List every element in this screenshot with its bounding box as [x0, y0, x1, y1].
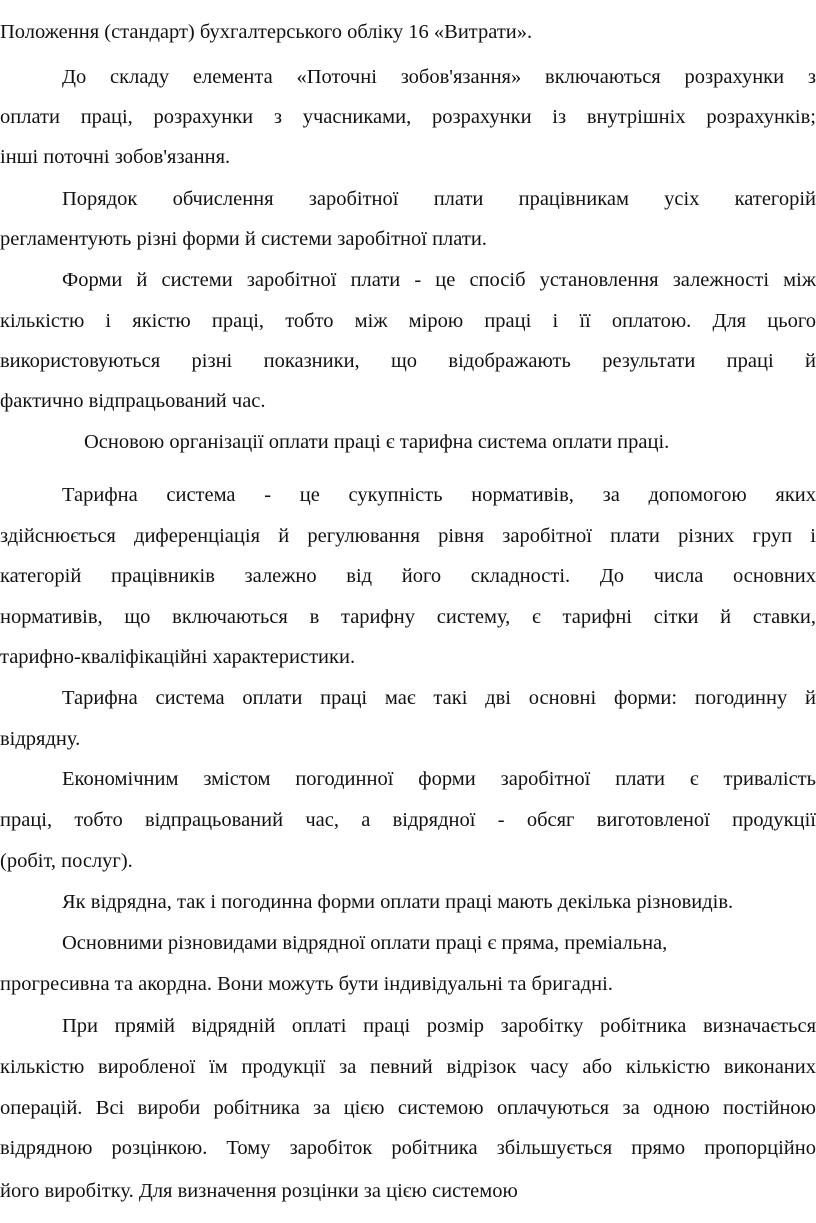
paragraph-line: тарифно-кваліфікаційні характеристики. [0, 646, 356, 668]
paragraph-line: відрядну. [0, 728, 81, 750]
paragraph-line: здійснюється диференціація й регулювання рівня заробітної плати різних груп і [0, 525, 816, 547]
paragraph-line: нормативів, що включаються в тарифну систему, є тарифні сітки й ставки, [0, 606, 816, 628]
paragraph-line: операцій. Всі вироби робітника за цією системою оплачуються за одною постійною [0, 1097, 816, 1119]
paragraph-line: інші поточні зобов'язання. [0, 146, 231, 168]
paragraph-line: Тарифна система - це сукупність нормативів, за допомогою яких [62, 484, 816, 506]
paragraph-line: кількістю виробленої їм продукції за певний відрізок часу або кількістю виконаних [0, 1056, 816, 1078]
paragraph-line: Основою організації оплати праці є тарифна система оплати праці. [84, 431, 670, 453]
paragraph-line: Основними різновидами відрядної оплати праці є пряма, преміальна, [62, 932, 668, 954]
paragraph-line: Економічним змістом погодинної форми заробітної плати є тривалість [62, 768, 816, 790]
paragraph-line: відрядною розцінкою. Тому заробіток робітника збільшується прямо пропорційно [0, 1137, 816, 1159]
paragraph-line: використовуються різні показники, що відображають результати праці й [0, 350, 816, 372]
paragraph-line: Тарифна система оплати праці має такі дві основні форми: погодинну й [62, 687, 816, 709]
paragraph-line: прогресивна та акордна. Вони можуть бути індивідуальні та бригадні. [0, 973, 613, 995]
paragraph-line: (робіт, послуг). [0, 850, 133, 872]
paragraph-line: праці, тобто відпрацьований час, а відрядної - обсяг виготовленої продукції [0, 809, 816, 831]
paragraph-line: оплати праці, розрахунки з учасниками, розрахунки із внутрішніх розрахунків; [0, 106, 816, 128]
paragraph-line: При прямій відрядній оплаті праці розмір заробітку робітника визначається [62, 1015, 816, 1037]
paragraph-line: фактично відпрацьований час. [0, 390, 266, 412]
paragraph-line: Порядок обчислення заробітної плати працівникам усіх категорій [62, 188, 816, 210]
paragraph-line: регламентують різні форми й системи заробітної плати. [0, 228, 487, 250]
paragraph-line: його виробітку. Для визначення розцінки за цією системою [0, 1180, 518, 1202]
paragraph-line: Як відрядна, так і погодинна форми оплати праці мають декілька різновидів. [62, 891, 734, 913]
paragraph-line: До складу елемента «Поточні зобов'язання» включаються розрахунки з [62, 66, 816, 88]
document-line: Положення (стандарт) бухгалтерського обліку 16 «Витрати». [0, 21, 533, 43]
paragraph-line: Форми й системи заробітної плати - це спосіб установлення залежності між [62, 269, 816, 291]
paragraph-line: кількістю і якістю праці, тобто між мірою праці і її оплатою. Для цього [0, 310, 816, 332]
paragraph-line: категорій працівників залежно від його складності. До числа основних [0, 565, 816, 587]
